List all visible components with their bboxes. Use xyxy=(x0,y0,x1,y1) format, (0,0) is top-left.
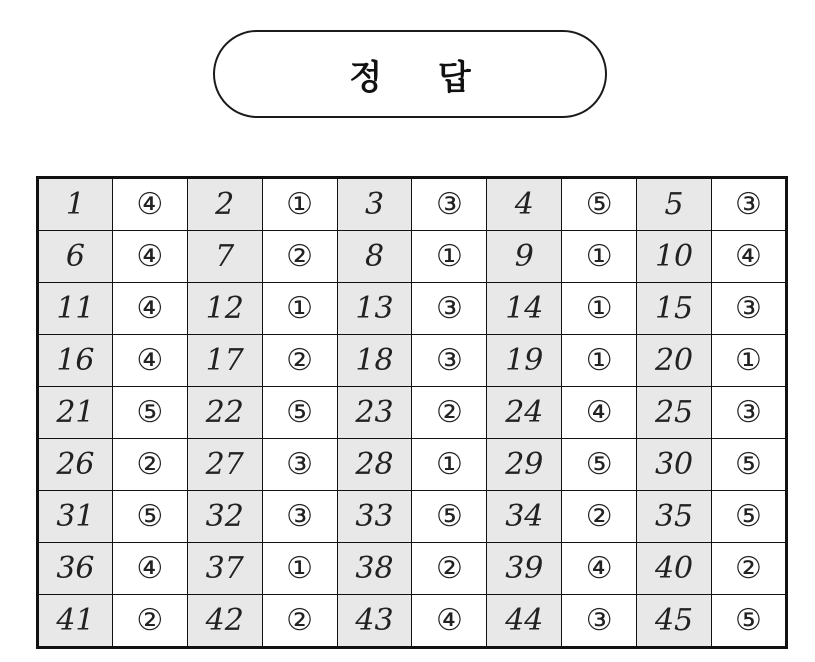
question-number: 18 xyxy=(337,335,412,387)
question-number: 7 xyxy=(187,231,262,283)
question-number: 38 xyxy=(337,543,412,595)
answer-choice: ④ xyxy=(112,335,187,387)
answer-choice: ② xyxy=(262,595,337,648)
question-number: 14 xyxy=(487,283,562,335)
answer-choice: ④ xyxy=(112,543,187,595)
answer-choice: ② xyxy=(262,231,337,283)
question-number: 17 xyxy=(187,335,262,387)
question-number: 27 xyxy=(187,439,262,491)
answer-choice: ③ xyxy=(712,283,787,335)
question-number: 11 xyxy=(38,283,113,335)
question-number: 8 xyxy=(337,231,412,283)
question-number: 9 xyxy=(487,231,562,283)
question-number: 33 xyxy=(337,491,412,543)
table-row xyxy=(38,335,787,387)
title-box xyxy=(213,30,607,118)
answer-choice: ④ xyxy=(562,543,637,595)
page-title: 정 답 xyxy=(349,57,493,98)
answer-choice: ③ xyxy=(412,335,487,387)
answer-choice: ② xyxy=(262,335,337,387)
question-number: 10 xyxy=(637,231,712,283)
answer-choice: ② xyxy=(112,595,187,648)
question-number: 21 xyxy=(38,387,113,439)
table-row xyxy=(38,595,787,648)
question-number: 39 xyxy=(487,543,562,595)
question-number: 12 xyxy=(187,283,262,335)
question-number: 4 xyxy=(487,178,562,231)
table-row xyxy=(38,543,787,595)
answer-choice: ④ xyxy=(112,178,187,231)
question-number: 3 xyxy=(337,178,412,231)
question-number: 25 xyxy=(637,387,712,439)
answer-choice: ④ xyxy=(562,387,637,439)
answer-choice: ③ xyxy=(562,595,637,648)
table-row xyxy=(38,491,787,543)
question-number: 5 xyxy=(637,178,712,231)
answer-choice: ③ xyxy=(262,491,337,543)
answer-choice: ① xyxy=(262,283,337,335)
answer-choice: ② xyxy=(412,387,487,439)
question-number: 16 xyxy=(38,335,113,387)
question-number: 19 xyxy=(487,335,562,387)
question-number: 29 xyxy=(487,439,562,491)
question-number: 6 xyxy=(38,231,113,283)
answer-choice: ⑤ xyxy=(112,491,187,543)
answer-choice: ④ xyxy=(712,231,787,283)
question-number: 35 xyxy=(637,491,712,543)
answer-choice: ⑤ xyxy=(562,178,637,231)
question-number: 26 xyxy=(38,439,113,491)
answer-choice: ③ xyxy=(412,283,487,335)
answer-choice: ② xyxy=(562,491,637,543)
answer-choice: ① xyxy=(712,335,787,387)
question-number: 34 xyxy=(487,491,562,543)
question-number: 41 xyxy=(38,595,113,648)
table-row xyxy=(38,387,787,439)
answer-choice: ③ xyxy=(712,178,787,231)
answer-choice: ② xyxy=(112,439,187,491)
answer-choice: ③ xyxy=(262,439,337,491)
question-number: 43 xyxy=(337,595,412,648)
answer-choice: ⑤ xyxy=(712,595,787,648)
question-number: 28 xyxy=(337,439,412,491)
question-number: 45 xyxy=(637,595,712,648)
answer-choice: ① xyxy=(412,439,487,491)
answer-choice: ① xyxy=(262,178,337,231)
question-number: 36 xyxy=(38,543,113,595)
answer-choice: ⑤ xyxy=(112,387,187,439)
answer-choice: ① xyxy=(262,543,337,595)
question-number: 20 xyxy=(637,335,712,387)
question-number: 40 xyxy=(637,543,712,595)
table-row xyxy=(38,283,787,335)
question-number: 15 xyxy=(637,283,712,335)
question-number: 42 xyxy=(187,595,262,648)
answer-choice: ⑤ xyxy=(562,439,637,491)
answer-choice: ① xyxy=(562,335,637,387)
question-number: 2 xyxy=(187,178,262,231)
answer-table-body xyxy=(38,178,787,648)
answer-choice: ① xyxy=(562,231,637,283)
answer-table xyxy=(36,176,788,649)
answer-choice: ① xyxy=(562,283,637,335)
question-number: 1 xyxy=(38,178,113,231)
answer-choice: ④ xyxy=(112,283,187,335)
answer-choice: ① xyxy=(412,231,487,283)
question-number: 37 xyxy=(187,543,262,595)
answer-choice: ⑤ xyxy=(262,387,337,439)
answer-choice: ⑤ xyxy=(412,491,487,543)
table-row xyxy=(38,231,787,283)
answer-choice: ② xyxy=(712,543,787,595)
table-row xyxy=(38,439,787,491)
table-row xyxy=(38,178,787,231)
answer-choice: ② xyxy=(412,543,487,595)
question-number: 32 xyxy=(187,491,262,543)
answer-choice: ⑤ xyxy=(712,491,787,543)
answer-choice: ③ xyxy=(712,387,787,439)
question-number: 30 xyxy=(637,439,712,491)
answer-choice: ③ xyxy=(412,178,487,231)
question-number: 44 xyxy=(487,595,562,648)
answer-choice: ④ xyxy=(412,595,487,648)
answer-choice: ④ xyxy=(112,231,187,283)
answer-choice: ⑤ xyxy=(712,439,787,491)
question-number: 24 xyxy=(487,387,562,439)
question-number: 22 xyxy=(187,387,262,439)
question-number: 23 xyxy=(337,387,412,439)
question-number: 31 xyxy=(38,491,113,543)
question-number: 13 xyxy=(337,283,412,335)
